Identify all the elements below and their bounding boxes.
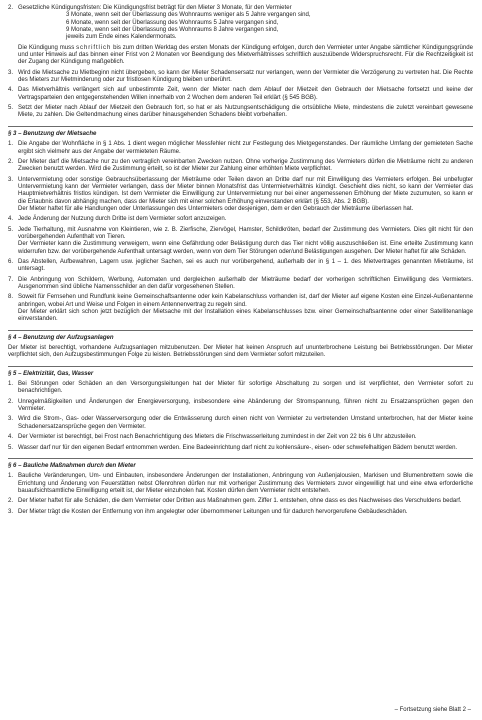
section-title: § 3 – Benutzung der Mietsache xyxy=(8,130,97,137)
item-text: Der Mieter erklärt sich schon jetzt bezüglich der Mietsache mit der Installation eines Kabelanschlusses bzw. einer Gemeinschaftsantenne oder einer Satellitenanlage einverstanden. xyxy=(18,309,473,323)
notice-form-note xyxy=(8,45,473,67)
list-item xyxy=(8,381,473,396)
item-number: 3. xyxy=(8,69,14,76)
item-number: 5. xyxy=(8,444,14,451)
item-number: 7. xyxy=(8,276,14,283)
item-number: 3. xyxy=(8,176,14,183)
section-title: § 6 – Bauliche Maßnahmen durch den Mieter xyxy=(8,462,136,469)
item-number: 4. xyxy=(8,216,14,223)
item-text: Untervermietung oder sonstige Gebrauchsüberlassung der Mieträume oder Teilen davon an Dritte darf nur mit Einwilligung des Vermieters erfolgen. Bei unbefugter Untervermietung kann der Vermieter verlangen, dass der Mieter binnen Monatsfrist das Untermietverhältnis kündigt. Geschieht dies nicht, so kann der Vermieter das Hauptmietverhältnis fristlos kündigen. Ist dem Vermieter die Einwilligung zur Untervermietung nur bei einer angemessenen Erhöhung der Miete zuzumuten, so kann er die Erlaubnis davon abhängig machen, dass der Mieter sich mit einer solchen Erhöhung einverstanden erklärt (§ 553, Abs. 2 BGB). xyxy=(18,176,473,205)
list-item xyxy=(8,227,473,256)
item-text: Wasser darf nur für den eigenen Bedarf entnommen werden. Eine Badeeinrichtung darf nicht zu kohlensäure-, eisen- oder schwefelhaltigen Bädern benutzt werden. xyxy=(18,444,458,451)
item-number: 4. xyxy=(8,434,14,441)
note-text: bis zum dritten Werktag des ersten Monats der Kündigung erfolgen, durch den Vermieter unter Angabe sämtlicher Kündigungsgründe und unter Hinweis auf das binnen einer Frist von 2 Monaten vor Beendigung des Mietverhältnisses schriftlich auszuübende Widerspruchsrecht. Für die Rechtzeitigkeit ist der Zugang der Kündigung maßgeblich. xyxy=(18,44,473,66)
list-item xyxy=(8,5,473,42)
item-text: Wird die Mietsache zu Mietbeginn nicht übergeben, so kann der Mieter Schadensersatz nur verlangen, wenn der Vermieter die Verzögerung zu vertreten hat. Die Rechte des Mieters zur Mietminderung oder zur fristlosen Kündigung bleiben unberührt. xyxy=(18,69,473,84)
section-divider xyxy=(8,366,473,367)
item-text: Der Mieter haftet für alle Schäden, die dem Vermieter oder Dritten aus Maßnahmen gem. Ziffer 1. entstehen, ohne dass es des Nachweises des Verschuldens bedarf. xyxy=(18,498,462,505)
section-title: § 5 – Elektrizität, Gas, Wasser xyxy=(8,370,94,377)
list-item xyxy=(8,141,473,156)
item-number: 4. xyxy=(8,87,14,94)
item-text: Bauliche Veränderungen, Um- und Einbauten, insbesondere Änderungen der Installationen, Anbringung von Außenjalousien, Markisen und Blumenbrettern sowie die Errichtung und Änderung von Feuerstätten nebst Ofenrohren dürfen nur mit vorheriger Zustimmung des Vermieters zuvor eingewilligt hat und eine etwa erforderliche bauaufsichtsamtliche Einwilligung erteilt ist, der Mieter einzuholen hat. Kosten dürfen dem Vermieter nicht entstehen. xyxy=(18,473,473,494)
notice-period-line: 6 Monate, wenn seit der Überlassung des Wohnraums 5 Jahre vergangen sind, xyxy=(66,19,279,26)
item-text: Der Vermieter ist berechtigt, bei Frost nach Benachrichtigung des Mieters die Frischwasserleitung zumindest in der Zeit von 22 bis 6 Uhr abzusteilen. xyxy=(18,434,417,441)
item-text: Die Anbringung von Schildern, Werbung, Automaten und dergleichen außerhalb der Mieträume bedarf der vorherigen schriftlichen Einwilligung des Vermieters. Ausgenommen sind übliche Namensschilder an den dafür vorgesehenen Stellen. xyxy=(18,276,473,290)
note-emphasis: schriftlich xyxy=(76,44,112,51)
list-item xyxy=(8,434,473,441)
item-number: 5. xyxy=(8,226,14,233)
list-item xyxy=(8,509,473,516)
list-item xyxy=(8,159,473,174)
list-item xyxy=(8,277,473,292)
list-item xyxy=(8,399,473,414)
list-item xyxy=(8,216,473,223)
item-number: 2. xyxy=(8,498,14,505)
continuation-note: – Fortsetzung siehe Blatt 2 – xyxy=(394,706,471,713)
list-item xyxy=(8,105,473,120)
item-number: 8. xyxy=(8,294,14,301)
item-text: Der Mieter haftet für alle Handlungen oder Unterlassungen des Untermieters oder desjenigen, dem er den Gebrauch der Mieträume überlassen hat. xyxy=(18,205,414,212)
list-item xyxy=(8,294,473,323)
item-text: Der Mieter trägt die Kosten der Entfernung von ihm angelegter oder übernommener Leitungen und für dadurch hervorgerufene Gebäudeschäden. xyxy=(18,508,408,515)
section-text: Der Mieter ist berechtigt, vorhandene Aufzugsanlagen mitzubenutzen. Der Mieter hat keinen Anspruch auf ununterbrochene Leistung bei Betriebsstörungen. Der Mieter verpflichtet sich, den Aufzugsbestimmungen Folge zu leisten. Betriebsstörungen sind dem Vermieter sofort mitzuteilen. xyxy=(8,345,473,359)
list-item xyxy=(8,473,473,495)
item-number: 1. xyxy=(8,473,14,480)
list-item xyxy=(8,70,473,85)
item-text: Gesetzliche Kündigungsfristen: Die Kündigungsfrist beträgt für den Mieter 3 Monate, für den Vermieter xyxy=(18,5,292,11)
item-text: Der Vermieter kann die Zustimmung verweigern, wenn eine Gefährdung oder Belästigung durch das Tier nicht völlig auszuschließen ist. Eine erteilte Zustimmung kann widerrufen bzw. der vorübergehende Aufenthalt untersagt werden, wenn von dem Tier Störungen oder/und Belästigungen ausgehen. Der Mieter haftet für alle Schäden. xyxy=(18,241,473,255)
item-text: Unregelmäßigkeiten und Änderungen der Energieversorgung, insbesondere eine Abänderung der Stromspannung, führen nicht zu Ersatzansprüchen gegen den Vermieter. xyxy=(18,398,473,413)
list-item xyxy=(8,498,473,505)
list-item xyxy=(8,259,473,274)
item-text: Jede Tierhaltung, mit Ausnahme von Kleintieren, wie z. B. Zierfische, Ziervögel, Hamster, Schildkröten, bedarf der Zustimmung des Vermieters. Dies gilt nicht für den vorübergehenden Aufenthalt von Tieren. xyxy=(18,226,473,240)
notice-period-line: jeweils zum Ende eines Kalendermonats. xyxy=(66,34,177,41)
item-number: 5. xyxy=(8,105,14,112)
item-number: 1. xyxy=(8,141,14,148)
item-text: Bei Störungen oder Schäden an den Versorgungsleitungen hat der Mieter für sofortige Abschaltung zu sorgen und ist verpflichtet, den Vermieter sofort zu benachrichtigen. xyxy=(18,381,473,395)
item-number: 2. xyxy=(8,158,14,165)
item-text: Das Mietverhältnis verlängert sich auf unbestimmte Zeit, wenn der Mieter nach dem Ablauf der Mietzeit den Gebrauch der Mietsache fortsetzt und keine der Vertragsparteien den entgegenstehenden Willen innerhalb von 2 Wochen dem anderen Teil erklärt (§ 545 BGB). xyxy=(18,87,473,101)
item-number: 1. xyxy=(8,381,14,388)
section-divider xyxy=(8,330,473,331)
item-number: 2. xyxy=(8,398,14,405)
item-text: Das Abstellen, Aufbewahren, Lagern usw. jeglicher Sachen, sei es auch nur vorübergehend, außerhalb der in § 1 – 1. des Mietvertrages genannten Mieträume, ist untersagt. xyxy=(18,258,473,273)
item-text: Die Angabe der Wohnfläche in § 1 Abs. 1 dient wegen möglicher Messfehler nicht zur Festlegung des Mietgegenstandes. Der räumliche Umfang der gemieteten Sache ergibt sich vielmehr aus der Angabe der vermieteten Räume. xyxy=(18,141,473,155)
section-title: § 4 – Benutzung der Aufzugsanlagen xyxy=(8,334,114,341)
item-number: 2. xyxy=(8,5,14,11)
note-text: Die Kündigung muss xyxy=(18,44,75,51)
item-text: Der Mieter darf die Mietsache nur zu den vertraglich vereinbarten Zwecken nutzen. Ohne vorherige Zustimmung des Vermieters dürfen die Mieträume nicht zu anderen Zwecken benutzt werden. Wird die Zustimmung erteilt, so ist der Mieter zur Zahlung einer erhöhten Miete verpflichtet. xyxy=(18,158,473,173)
list-item xyxy=(8,445,473,452)
list-item xyxy=(8,177,473,214)
item-text: Jede Änderung der Nutzung durch Dritte ist dem Vermieter sofort anzuzeigen. xyxy=(18,216,227,223)
section-divider xyxy=(8,458,473,459)
item-number: 6. xyxy=(8,258,14,265)
section-divider xyxy=(8,126,473,127)
item-number: 3. xyxy=(8,416,14,423)
item-text: Wird die Strom-, Gas- oder Wasserversorgung oder die Entwässerung durch einen nicht von Vermieter zu vertretenden Umstand unterbrochen, hat der Mieter keine Schadenersatzansprüche gegen den Vermieter. xyxy=(18,416,473,430)
list-item xyxy=(8,87,473,102)
item-text: Setzt der Mieter nach Ablauf der Mietzeit den Gebrauch fort, so hat er als Nutzungsentschädigung die ortsübliche Miete, mindestens die zuletzt vereinbart gewesene Miete, zu zahlen. Die Geltendmachung eines darüber hinausgehenden Schadens bleibt vorbehalten. xyxy=(18,105,473,119)
item-number: 3. xyxy=(8,508,14,515)
notice-period-line: 9 Monate, wenn seit der Überlassung des Wohnraums 8 Jahre vergangen sind, xyxy=(66,27,279,34)
item-text: Soweit für Fernsehen und Rundfunk keine Gemeinschaftsantenne oder kein Kabelanschluss vorhanden ist, darf der Mieter auf eigene Kosten eine Einzel-Außenantenne anbringen, wobei Art und Weise und Folgen in einem Antennenvertrag zu regeln sind. xyxy=(18,294,473,308)
list-item xyxy=(8,416,473,431)
notice-period-line: 3 Monate, wenn seit der Überlassung des Wohnraums weniger als 5 Jahre vergangen sind, xyxy=(66,12,311,19)
